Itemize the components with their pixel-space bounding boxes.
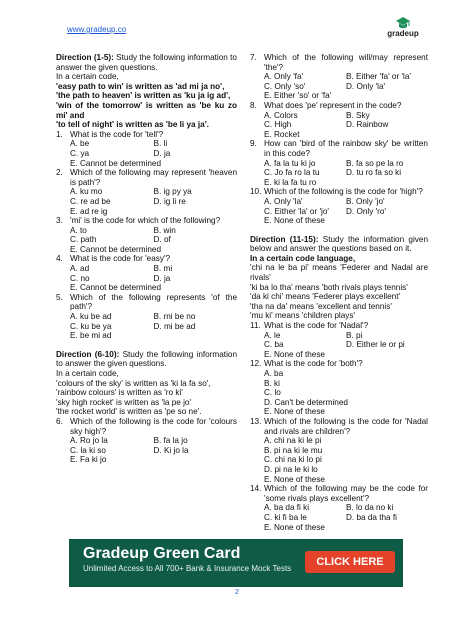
option: E. None of these	[264, 522, 325, 532]
gradeup-logo	[384, 16, 422, 44]
code-line: 'win of the tomorrow' is written as 'be ku zo mi' and	[56, 100, 237, 120]
option: E. None of these	[264, 349, 325, 359]
option: A. fa la tu ki jo	[264, 158, 316, 168]
option: A. Only 'la'	[264, 196, 303, 206]
question-text: Which of the following will/may represent 'the'?	[264, 53, 428, 72]
option: D. Either le or pi	[346, 340, 405, 350]
direction-1-5	[56, 53, 237, 130]
code-line: 'mu ki' means 'children plays'	[250, 311, 355, 321]
option: A. be	[70, 139, 90, 149]
question-number: 10.	[250, 187, 262, 197]
question-9	[250, 139, 428, 187]
option: D. ig li re	[153, 196, 186, 206]
option: A. le	[264, 330, 281, 340]
question-1	[56, 130, 237, 168]
logo-text: gradeup	[387, 29, 419, 38]
question-14	[250, 484, 428, 532]
option: B. li	[153, 139, 168, 149]
direction-11-15	[250, 235, 428, 321]
question-11	[250, 321, 428, 359]
option: A. Colors	[264, 110, 298, 120]
question-text: Which of the following may represent 'heaven is path'?	[70, 168, 237, 187]
option: E. ki la fa tu ro	[264, 177, 317, 187]
banner-title: Gradeup Green Card	[83, 545, 241, 562]
banner-subtitle: Unlimited Access to All 700+ Bank & Insurance Mock Tests	[83, 564, 292, 573]
question-number: 12.	[250, 359, 262, 369]
green-card-banner[interactable]	[69, 539, 403, 587]
option: D. ba da tha fi	[346, 512, 397, 522]
option: D. ja	[153, 273, 171, 283]
option: E. Fa ki jo	[70, 455, 107, 465]
question-5	[56, 293, 237, 341]
question-number: 4.	[56, 254, 63, 264]
question-3	[56, 216, 237, 254]
code-line: 'colours of the sky' is written as 'ki la fa so',	[56, 378, 211, 388]
option: C. Either 'la' or 'jo'	[264, 206, 329, 216]
question-number: 11.	[250, 321, 261, 331]
option: A. ku mo	[70, 187, 103, 197]
code-line: 'rainbow colours' is written as 'ro ki'	[56, 388, 183, 398]
question-2	[56, 168, 237, 216]
question-8	[250, 101, 428, 139]
question-12	[250, 359, 428, 417]
direction-title: Direction (11-15):	[250, 234, 319, 244]
option: E. Either 'so' or 'fa'	[264, 91, 332, 101]
code-line: 'tha na da' means 'excellent and tennis'	[250, 301, 392, 311]
option: D. Rainbow	[346, 120, 389, 130]
option: C. no	[70, 273, 90, 283]
direction-title: Direction (1-5):	[56, 53, 114, 62]
code-line: 'the rocket world' is written as 'pe so ne'.	[56, 407, 202, 417]
option: D. Ki jo la	[153, 445, 189, 455]
option: C. ba	[264, 340, 284, 350]
option: C. path	[70, 235, 97, 245]
option: E. Cannot be determined	[70, 244, 162, 254]
code-line: 'sky high rocket' is written as 'la pe jo'	[56, 397, 192, 407]
direction-intro: In a certain code,	[56, 369, 119, 378]
graduation-cap-icon	[395, 16, 411, 30]
option: D. Only 'ro'	[346, 206, 386, 216]
direction-text: Study the following information to answer the given questions.	[56, 53, 237, 72]
option: E. None of these	[264, 407, 325, 417]
question-number: 8.	[250, 100, 257, 110]
question-number: 1.	[56, 129, 63, 139]
code-line: 'easy path to win' is written as 'ad mi ja no',	[56, 81, 225, 91]
option: B. Either 'fa' or 'la'	[346, 72, 411, 82]
option: C. lo	[264, 388, 281, 398]
question-number: 14.	[250, 484, 262, 494]
code-line: 'the path to heaven' is written as 'ku ja ig ad',	[56, 91, 231, 101]
question-text: What is the code for 'both'?	[264, 359, 363, 369]
option: C. High	[264, 120, 292, 130]
question-text: Which of the following represents 'of the path'?	[70, 292, 237, 312]
option: B. win	[153, 225, 176, 235]
question-13	[250, 417, 428, 484]
option: E. Cannot be determined	[70, 283, 162, 293]
question-6	[56, 417, 237, 465]
option: B. lo da no ki	[346, 503, 394, 513]
option: D. of	[153, 235, 171, 245]
option: D. Can't be determined	[264, 397, 348, 407]
direction-intro: In a certain code language,	[250, 253, 356, 263]
option: C. la ki so	[70, 445, 106, 455]
option: E. ad re ig	[70, 206, 108, 216]
option: C. Only 'so'	[264, 81, 306, 91]
option: B. fa so pe la ro	[346, 158, 404, 168]
code-line: 'da ki chi' means 'Federer plays excellent'	[250, 292, 401, 302]
option: C. chi na ki lo pi	[264, 455, 322, 465]
direction-6-10	[56, 350, 237, 417]
option: E. Cannot be determined	[70, 158, 162, 168]
question-number: 5.	[56, 292, 63, 302]
option: A. to	[70, 225, 87, 235]
question-number: 3.	[56, 216, 63, 226]
question-7	[250, 53, 428, 101]
header-url-link[interactable]: www.gradeup.co	[67, 25, 127, 34]
click-here-button[interactable]: CLICK HERE	[305, 551, 395, 573]
option: A. ad	[70, 264, 90, 274]
option: A. chi na ki le pi	[264, 436, 322, 446]
option: B. Only 'jo'	[346, 196, 385, 206]
option: E. None of these	[264, 216, 325, 226]
option: E. be mi ad	[70, 331, 112, 341]
option: C. ki fi ba le	[264, 512, 307, 522]
code-line: 'to tell of night' is written as 'be li ya ja'.	[56, 120, 209, 130]
option: B. ki	[264, 378, 280, 388]
option: A. ba	[264, 369, 284, 378]
option: D. Only 'la'	[346, 81, 386, 91]
option: D. tu ro fa so ki	[346, 168, 402, 178]
option: C. ya	[70, 148, 90, 158]
option: D. pi na le ki lo	[264, 464, 318, 474]
option: B. rni be no	[153, 312, 196, 322]
direction-text: Study the information given below and answer the questions based on it.	[250, 234, 428, 254]
left-column	[56, 53, 237, 465]
option: D. ja	[153, 148, 171, 158]
question-text: What does 'pe' represent in the code?	[264, 100, 402, 110]
code-line: 'ki ba lo tha' means 'both rivals plays tennis'	[250, 282, 408, 292]
question-number: 2.	[56, 168, 63, 178]
right-column	[250, 53, 428, 532]
option: E. None of these	[264, 474, 325, 484]
option: A. Only 'fa'	[264, 72, 304, 82]
question-number: 7.	[250, 53, 257, 62]
question-number: 9.	[250, 139, 257, 149]
option: A. ku be ad	[70, 312, 112, 322]
option: C. ku be ya	[70, 321, 112, 331]
option: B. mi	[153, 264, 173, 274]
direction-intro: In a certain code,	[56, 72, 119, 82]
option: B. ig py ya	[153, 187, 192, 197]
question-text: What is the code for 'tell'?	[70, 129, 164, 139]
question-text: 'mi' is the code for which of the following?	[70, 216, 221, 226]
question-text: Which of the following is the code for 'colours sky high'?	[70, 416, 237, 436]
option: C. re ad be	[70, 196, 111, 206]
question-text: What is the code for 'easy'?	[70, 254, 171, 264]
option: B. pi na ki le mu	[264, 445, 323, 455]
page-number: 2	[235, 589, 239, 596]
question-number: 6.	[56, 416, 63, 426]
direction-title: Direction (6-10):	[56, 349, 120, 359]
direction-text: Study the following information to answer the given questions.	[56, 349, 238, 369]
question-text: Which of the following is the code for 'high'?	[264, 187, 423, 197]
question-4	[56, 254, 237, 292]
option: A. Ro jo la	[70, 436, 108, 446]
question-text: Which of the following may be the code for 'some rivals plays excellent'?	[264, 484, 428, 503]
option: E. Rocket	[264, 129, 300, 139]
question-text: How can 'bird of the rainbow sky' be written in this code?	[264, 139, 428, 158]
code-line: 'chi na le ba pi' means 'Federer and Nadal are rivals'	[250, 263, 428, 283]
question-text: What is the code for 'Nadal'?	[264, 321, 369, 331]
option: A. ba da fi ki	[264, 503, 310, 513]
option: C. Jo fa ro la tu	[264, 168, 320, 178]
question-number: 13.	[250, 416, 262, 426]
option: B. fa la jo	[153, 436, 188, 446]
option: D. mi be ad	[153, 321, 196, 331]
question-10	[250, 187, 428, 225]
question-text: Which of the following is the code for 'Nadal and rivals are children'?	[264, 416, 428, 436]
option: B. Sky	[346, 110, 370, 120]
option: B. pi	[346, 330, 363, 340]
